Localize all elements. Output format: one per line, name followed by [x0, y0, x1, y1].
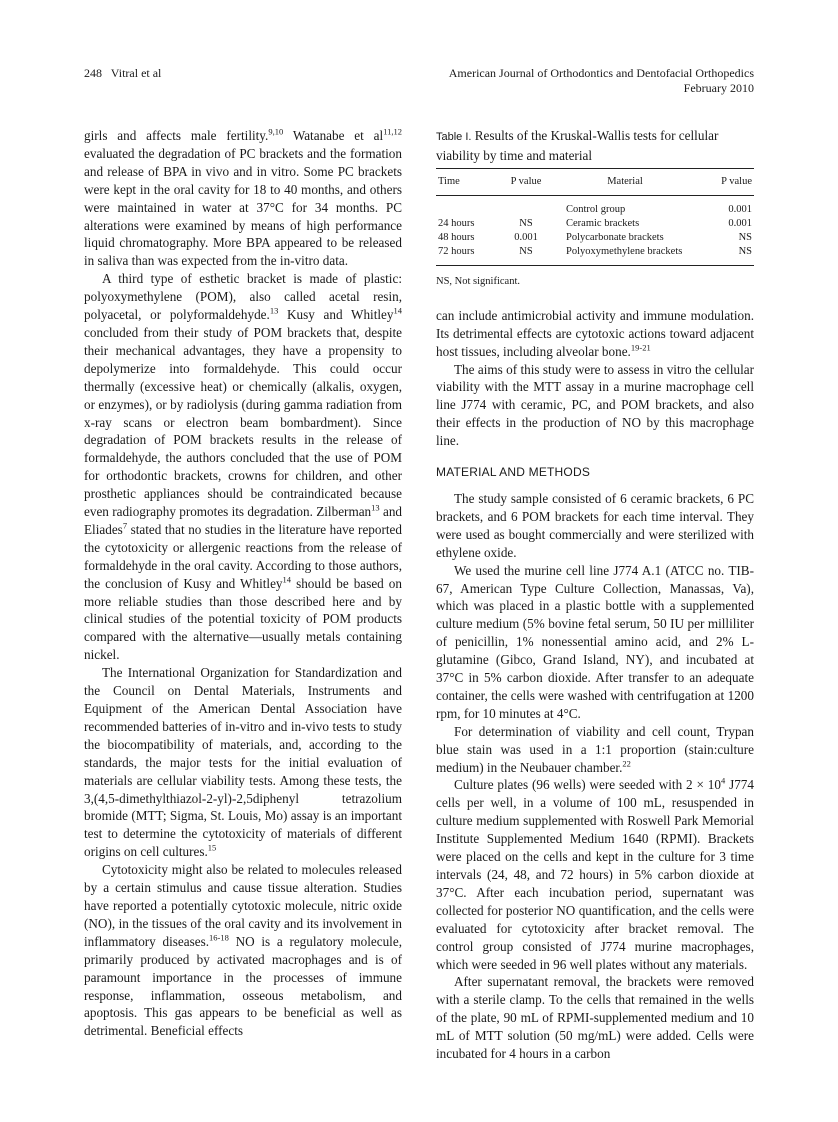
header-time: Time: [436, 169, 500, 196]
header-p-value: P value: [500, 169, 552, 196]
paragraph: The study sample consisted of 6 ceramic brackets, 6 PC brackets, and 6 POM brackets for each time interval. They were used as bought commercially and were sterilized with ethylene oxide.: [436, 490, 754, 560]
paragraph: A third type of esthetic bracket is made of plastic: polyoxymethylene (POM), also called acetal resin, polyacetal, or polyformaldehyde.$^{13}$ Kusy and Whitley$^{14}$ concluded from their study of POM brackets that, despite their mechanical advantages, they have a propensity to depolymerize into formaldehyde. This could occur thermally (excessive heat) or chemically (alkalis, oxygen, or enzymes), or by radiolysis (during gamma radiation from x-ray scans or electron beam bombardment). Since degradation of POM brackets results in the release of formaldehyde, the authors concluded that the use of POM for orthodontic brackets, crowns for children, and other prosthetic appliances should be contraindicated because even radiography promotes its degradation. Zilberman$^{13}$ and Eliades$^7$ stated that no studies in the literature have reported the cytotoxicity or allergenic reactions from the release of formaldehyde in the oral cavity. According to those authors, the conclusion of Kusy and Whitley$^{14}$ should be based on more reliable studies than those described here and by clinical studies of the potential toxicity of POM products compared with the alternative—usually metals containing nickel.: [84, 271, 403, 663]
paragraph: For determination of viability and cell count, Trypan blue stain was used in a 1:1 proportion (stain:culture medium) in the Neubauer chamber.$^{22}$: [436, 723, 754, 775]
paragraph: The International Organization for Standardization and the Council on Dental Materials, Instruments and Equipment of the American Dental Association have recommended batteries of in-vitro and in-vivo tests to study the biocompatibility of materials, and, according to the standards, the major tests for the initial evaluation of materials are cellular viability tests. Among these tests, the 3,(4,5-dimethylthiazol-2-yl)-2,5diphenyl tetrazolium bromide (MTT; Sigma, St. Louis, Mo) assay is an important test to determine the cytotoxicity of materials of different origins on cell cultures.$^{15}$: [84, 665, 402, 860]
table-row: 72 hours NS Polyoxymethylene brackets NS: [436, 245, 754, 266]
header-p-value-material: P value: [700, 169, 754, 196]
running-header-left: [84, 66, 161, 81]
paragraph: girls and affects male fertility.$^{9,10}$ Watanabe et al$^{11,12}$ evaluated the degradation of PC brackets and the formation and release of BPA in vivo and in vitro. Some PC brackets were kept in the oral cavity for 18 to 40 months, and others were maintained in water at 37°C for 34 months. PC alterations were examined by means of high performance liquid chromatography. More BPA appeared to be released in saliva than was expected from the in-vitro data.: [84, 126, 402, 269]
section-heading: MATERIAL AND METHODS: [436, 465, 591, 480]
header-material: Material: [552, 169, 700, 196]
table-row: 24 hours NS Ceramic brackets 0.001: [438, 217, 752, 229]
results-table: [436, 168, 754, 266]
right-column: [436, 127, 754, 1063]
journal-name: American Journal of Orthodontics and Dentofacial Orthopedics: [448, 66, 754, 80]
page-number: 248: [84, 66, 102, 80]
paragraph: can include antimicrobial activity and immune modulation. Its detrimental effects are cytotoxic actions toward adjacent host tissues, including alveolar bone.$^{19-21}$: [436, 307, 754, 359]
table-label: Table I.: [436, 131, 472, 143]
paragraph: Cytotoxicity might also be related to molecules released by a certain stimulus and cause tissue alteration. Studies have reported a potentially cytotoxic molecule, nitric oxide (NO), in the tissues of the oral cavity and its involvement in inflammatory diseases.$^{16-18}$ NO is a regulatory molecule, primarily produced by activated macrophages and is of paramount importance in the processes of immune response, inflammation, osseous metabolism, and apoptosis. This gas appears to be beneficial as well as detrimental. Beneficial effects: [84, 862, 402, 1039]
paragraph: We used the murine cell line J774 A.1 (ATCC no. TIB-67, American Type Culture Collection, Manassas, Va), which was placed in a plastic bottle with a supplemented culture medium (5% bovine fetal serum, 50 IU per milliliter of penicillin, 1% nonessential amino acid, and 2% L-glutamine (Gibco, Grand Island, NY), and incubated at 37°C in 5% carbon dioxide. After transfer to an adequate container, the cells were washed with centrifugation at 1200 rpm, for 10 minutes at 4°C.: [436, 562, 754, 721]
paragraph: After supernatant removal, the brackets were removed with a sterile clamp. To the cells that remained in the wells of the plate, 90 mL of RPMI-supplemented medium and 10 mL of MTT solution (50 mg/mL) were added. Cells were incubated for 4 hours in a carbon: [436, 974, 754, 1062]
paragraph: Culture plates (96 wells) were seeded with $2 \times 10^4$ J774 cells per well, in a volume of 100 mL, resuspended in culture medium supplemented with Roswell Park Memorial Institute Supplemented Medium 1640 (RPMI). Brackets were placed on the cells and kept in the culture for 3 time intervals (24, 48, and 72 hours) in 5% carbon dioxide at 37°C. After each incubation period, supernatant was collected for posterior NO quantification, and the cells were evaluated for cytotoxicity after bracket removal. The control group consisted of J774 murine macrophages, which were seeded in 96 well plates without any materials.: [436, 776, 754, 972]
journal-issue: February 2010: [683, 81, 754, 95]
table-footnote: NS, Not significant.: [436, 275, 520, 287]
running-header-right: [449, 66, 754, 96]
paragraph: The aims of this study were to assess in vitro the cellular viability with the MTT assay in a murine macrophage cell line J774 with ceramic, PC, and POM brackets, and also their effects in the production of NO by this macrophage line.: [436, 361, 754, 449]
running-authors: Vitral et al: [110, 66, 162, 80]
left-column: [84, 127, 402, 1040]
table-caption: Table I. Results of the Kruskal-Wallis tests for cellular viability by time and material: [436, 128, 719, 163]
table-row: 48 hours 0.001 Polycarbonate brackets NS: [438, 231, 752, 243]
table-row: Control group 0.001: [566, 203, 752, 215]
table-header-row: [436, 169, 754, 196]
